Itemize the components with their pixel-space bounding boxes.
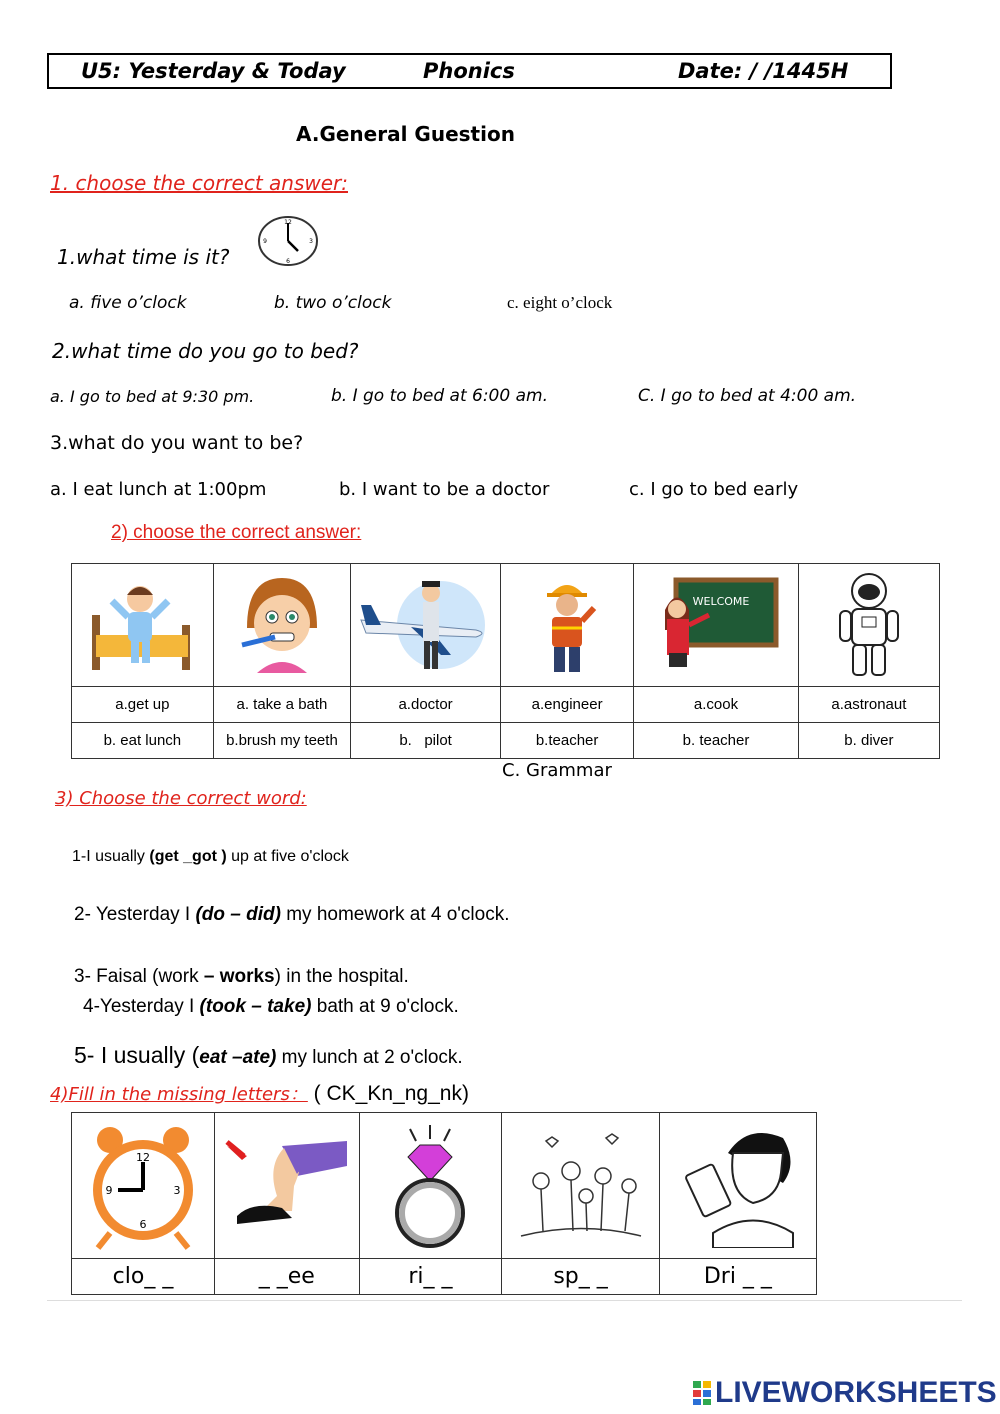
- part3-heading: 3) Choose the correct word:: [55, 788, 307, 809]
- section-a-title: A.General Guestion: [296, 122, 515, 146]
- part2-heading: 2) choose the correct answer:: [111, 522, 362, 543]
- choice-a-1[interactable]: a.get up: [72, 687, 214, 723]
- choice-work-works[interactable]: – works: [203, 966, 275, 987]
- sentence-5: 5- I usually (eat –ate) my lunch at 2 o'clock.: [74, 1042, 463, 1068]
- drinking-person-icon: [673, 1123, 803, 1248]
- sentence-2: 2- Yesterday I (do – did) my homework at 4 o'clock.: [74, 904, 510, 925]
- sentence-4: 4-Yesterday I (took – take) bath at 9 o'clock.: [83, 996, 459, 1017]
- part1-heading: 1. choose the correct answer:: [50, 171, 348, 195]
- letter-options: ( CK_Kn_ng_nk): [307, 1082, 469, 1105]
- q2-option-c[interactable]: C. I go to bed at 4:00 am.: [638, 386, 857, 406]
- brand-grid-icon: [693, 1381, 711, 1405]
- pilot-with-plane-icon: [356, 575, 496, 675]
- q2-option-a[interactable]: a. I go to bed at 9:30 pm.: [50, 387, 255, 406]
- engineer-worker-icon: [532, 573, 602, 678]
- teacher-at-board-icon: [651, 575, 781, 675]
- choice-a-3[interactable]: a.doctor: [351, 687, 501, 723]
- image-cell-brush-teeth: [213, 564, 350, 687]
- image-cell-clock: [72, 1113, 215, 1259]
- choice-b-6[interactable]: b. diver: [798, 723, 939, 759]
- part4-heading-row: [50, 1080, 469, 1106]
- choice-do-did[interactable]: (do – did): [195, 904, 281, 925]
- image-cell-engineer: [501, 564, 634, 687]
- word-clock[interactable]: clo_ _: [72, 1259, 215, 1295]
- image-cell-astronaut: [798, 564, 939, 687]
- choice-b-2[interactable]: b.brush my teeth: [213, 723, 350, 759]
- choice-b-4[interactable]: b.teacher: [501, 723, 634, 759]
- liveworksheets-logo: [693, 1376, 997, 1410]
- sentence-3: 3- Faisal (work – works) in the hospital.: [74, 966, 409, 987]
- picture-choice-table: [71, 563, 940, 759]
- clock-icon: [257, 215, 319, 267]
- worksheet-header: [47, 53, 892, 89]
- svg-text:12: 12: [136, 1151, 150, 1164]
- svg-text:WELCOME: WELCOME: [692, 595, 750, 608]
- svg-text:12: 12: [284, 219, 292, 226]
- image-cell-drink: [659, 1113, 816, 1259]
- svg-text:9: 9: [263, 238, 267, 245]
- choice-b-5[interactable]: b. teacher: [634, 723, 799, 759]
- q3-option-b[interactable]: b. I want to be a doctor: [339, 479, 550, 500]
- unit-title: U5: Yesterday & Today: [81, 59, 346, 83]
- boy-waking-up-icon: [82, 575, 202, 675]
- image-cell-spring: [502, 1113, 659, 1259]
- q3-option-c[interactable]: c. I go to bed early: [629, 479, 799, 500]
- choice-a-6[interactable]: a.astronaut: [798, 687, 939, 723]
- svg-text:3: 3: [173, 1184, 181, 1197]
- sentence-1: 1-I usually (get _got ) up at five o'clock: [72, 848, 349, 865]
- grammar-title: C. Grammar: [502, 760, 612, 781]
- image-cell-pilot: [351, 564, 501, 687]
- question-2: 2.what time do you go to bed?: [52, 339, 359, 363]
- q3-option-a[interactable]: a. I eat lunch at 1:00pm: [50, 479, 267, 500]
- word-spring[interactable]: sp_ _: [502, 1259, 659, 1295]
- choice-a-4[interactable]: a.engineer: [501, 687, 634, 723]
- q1-option-a[interactable]: a. five o’clock: [69, 293, 187, 313]
- svg-text:9: 9: [105, 1184, 113, 1197]
- knee-icon: [222, 1136, 352, 1236]
- choice-took-take[interactable]: (took – take): [199, 996, 312, 1017]
- question-1: 1.what time is it?: [57, 245, 230, 269]
- fill-letters-table: [71, 1112, 817, 1295]
- ring-icon: [380, 1121, 480, 1251]
- choice-b-1[interactable]: b. eat lunch: [72, 723, 214, 759]
- subject-title: Phonics: [423, 59, 515, 83]
- astronaut-icon: [834, 569, 904, 681]
- svg-text:3: 3: [309, 238, 313, 245]
- image-cell-ring: [359, 1113, 502, 1259]
- part4-heading: 4)Fill in the missing letters：: [50, 1084, 308, 1105]
- svg-text:6: 6: [139, 1218, 147, 1231]
- choice-b-3[interactable]: b. pilot: [351, 723, 501, 759]
- q1-option-b[interactable]: b. two o’clock: [274, 293, 392, 313]
- image-cell-get-up: [72, 564, 214, 687]
- date-field: Date: / /1445H: [678, 59, 849, 83]
- q2-option-b[interactable]: b. I go to bed at 6:00 am.: [331, 386, 548, 406]
- question-3: 3.what do you want to be?: [50, 432, 304, 454]
- choice-a-2[interactable]: a. take a bath: [213, 687, 350, 723]
- spring-flowers-icon: [511, 1126, 651, 1246]
- word-knee[interactable]: _ _ee: [215, 1259, 360, 1295]
- image-cell-knee: [215, 1113, 360, 1259]
- choice-eat-ate[interactable]: eat –ate): [199, 1047, 277, 1068]
- alarm-clock-icon: [88, 1118, 198, 1253]
- svg-text:6: 6: [286, 258, 290, 265]
- choice-get-got[interactable]: (get _got ): [149, 848, 227, 865]
- word-drink[interactable]: Dri _ _: [659, 1259, 816, 1295]
- footer-divider: [47, 1300, 962, 1301]
- choice-a-5[interactable]: a.cook: [634, 687, 799, 723]
- word-ring[interactable]: ri_ _: [359, 1259, 502, 1295]
- brand-name: LIVEWORKSHEETS: [715, 1376, 997, 1409]
- q1-option-c[interactable]: c. eight o’clock: [507, 293, 613, 312]
- girl-brushing-teeth-icon: [237, 573, 327, 678]
- image-cell-teacher: [634, 564, 799, 687]
